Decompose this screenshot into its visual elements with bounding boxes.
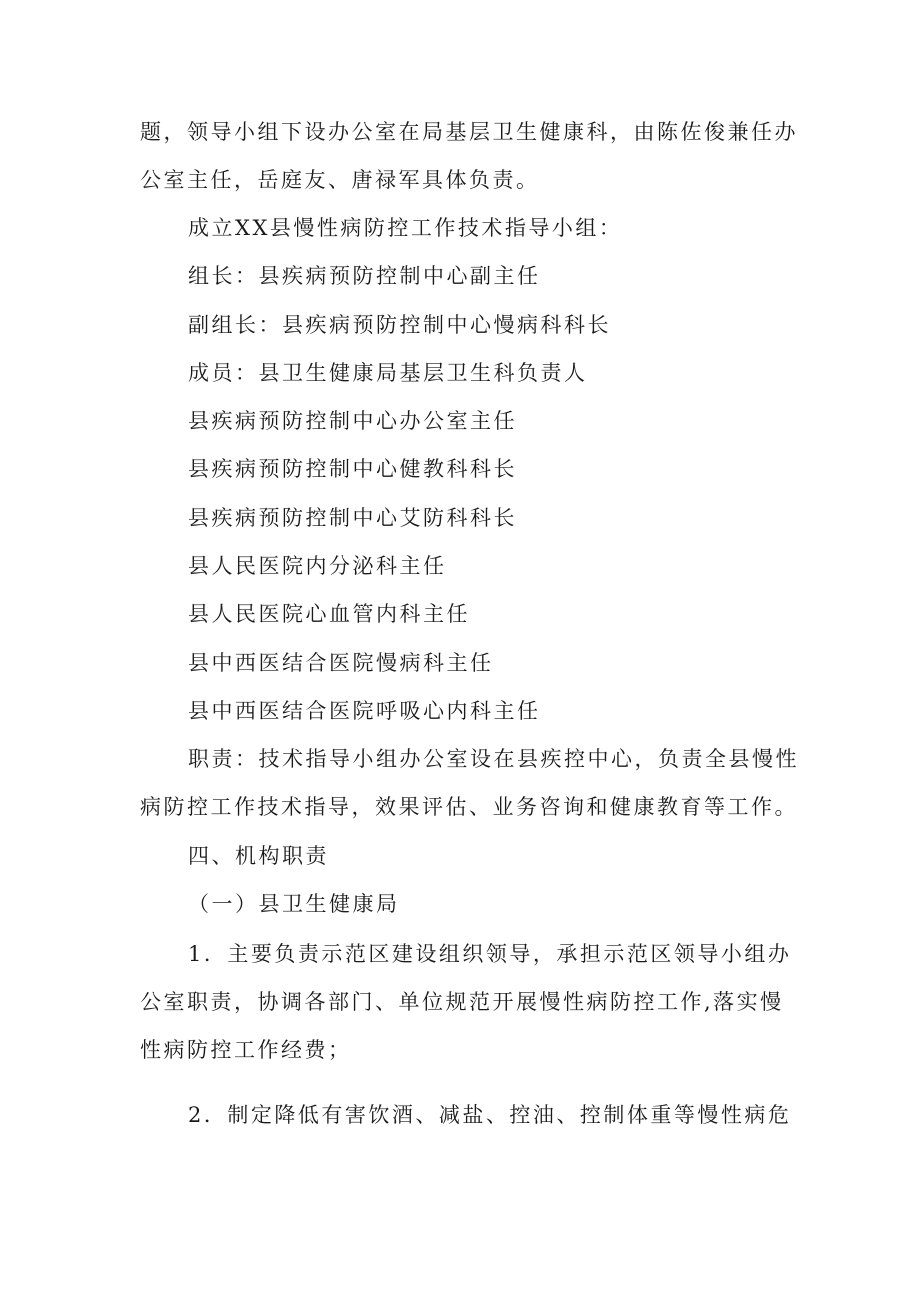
text-line: 病防控工作技术指导，效果评估、业务咨询和健康教育等工作。 [140,795,798,819]
text-line: 1．主要负责示范区建设组织领导，承担示范区领导小组办 [188,942,792,966]
text-line: 题，领导小组下设办公室在局基层卫生健康科，由陈佐俊兼任办 [140,120,798,144]
text-line: 成员：县卫生健康局基层卫生科负责人 [188,361,588,385]
text-line: 组长：县疾病预防控制中心副主任 [188,264,541,288]
section-heading: 四、机构职责 [188,844,329,868]
text-line: 县疾病预防控制中心艾防科科长 [188,506,517,530]
text-line: 性病防控工作经费； [140,1038,352,1062]
text-line: 县人民医院内分泌科主任 [188,554,447,578]
text-line: 县中西医结合医院慢病科主任 [188,651,494,675]
subsection-heading: （一）县卫生健康局 [188,892,400,916]
text-line: 公室主任，岳庭友、唐禄军具体负责。 [140,168,540,192]
text-line: 成立XX县慢性病防控工作技术指导小组： [188,216,623,240]
text-line: 公室职责，协调各部门、单位规范开展慢性病防控工作,落实慢 [140,990,784,1014]
text-line: 副组长：县疾病预防控制中心慢病科科长 [188,313,611,337]
text-line: 职责：技术指导小组办公室设在县疾控中心，负责全县慢性 [188,747,799,771]
text-line: 县人民医院心血管内科主任 [188,602,470,626]
text-line: 县疾病预防控制中心健教科科长 [188,457,517,481]
text-line: 2．制定降低有害饮酒、减盐、控油、控制体重等慢性病危 [188,1103,792,1127]
text-line: 县疾病预防控制中心办公室主任 [188,409,517,433]
text-line: 县中西医结合医院呼吸心内科主任 [188,699,541,723]
